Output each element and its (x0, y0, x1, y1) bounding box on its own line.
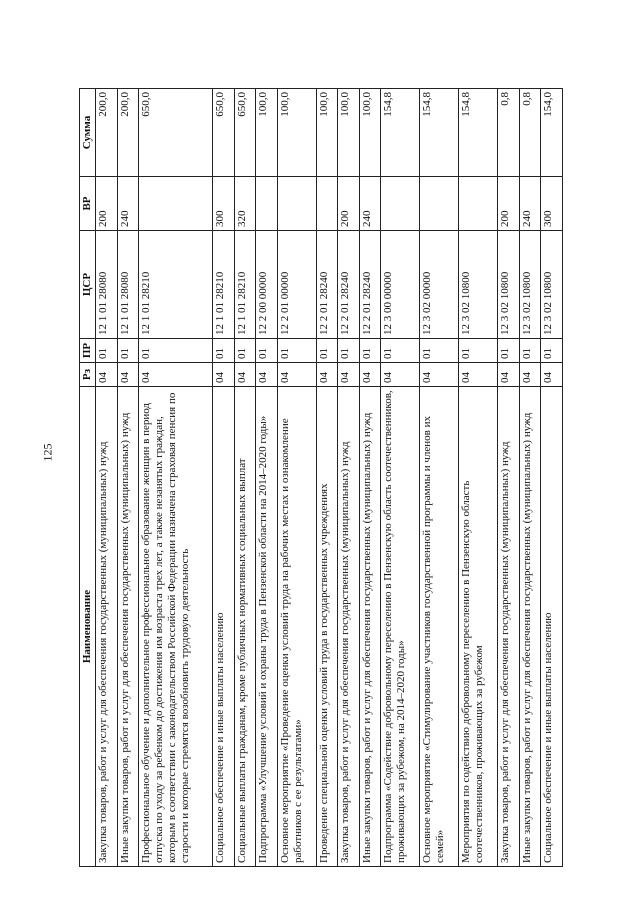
cell-pr: 01 (256, 339, 278, 363)
cell-name: Мероприятия по содействию добровольному переселению в Пензенскую область соотечественников, проживающих за рубежом (459, 387, 498, 867)
cell-rz: 04 (459, 363, 498, 387)
cell-name: Иные закупки товаров, работ и услуг для обеспечения государственных (муниципальных) нужд (117, 387, 139, 867)
cell-rz: 04 (541, 363, 563, 387)
table-row (234, 89, 256, 867)
cell-csr: 12 3 02 10800 (459, 231, 498, 339)
cell-pr: 01 (95, 339, 117, 363)
cell-name: Иные закупки товаров, работ и услуг для обеспечения государственных (муниципальных) нужд (519, 387, 541, 867)
cell-name: Основное мероприятие «Проведение оценки условий труда на рабочих местах и ознакомление работников с ее результатами» (277, 387, 316, 867)
cell-pr: 01 (316, 339, 338, 363)
cell-csr: 12 1 01 28210 (213, 231, 235, 339)
table-row (381, 89, 420, 867)
rotated-page-content (79, 89, 563, 867)
cell-csr: 12 2 01 28240 (359, 231, 381, 339)
cell-rz: 04 (498, 363, 520, 387)
cell-rz: 04 (234, 363, 256, 387)
cell-csr: 12 2 01 28240 (316, 231, 338, 339)
cell-vr: 300 (541, 177, 563, 231)
header-csr: ЦСР (80, 231, 96, 339)
cell-rz: 04 (519, 363, 541, 387)
cell-pr: 01 (117, 339, 139, 363)
cell-rz: 04 (256, 363, 278, 387)
cell-pr: 01 (420, 339, 459, 363)
cell-name: Социальное обеспечение и иные выплаты населению (541, 387, 563, 867)
cell-csr: 12 2 00 00000 (256, 231, 278, 339)
cell-sum: 200,0 (117, 89, 139, 177)
table-row (316, 89, 338, 867)
cell-rz: 04 (117, 363, 139, 387)
cell-pr: 01 (338, 339, 360, 363)
cell-rz: 04 (420, 363, 459, 387)
cell-pr: 01 (234, 339, 256, 363)
cell-vr: 300 (213, 177, 235, 231)
cell-name: Подпрограмма «Улучшение условий и охраны труда в Пензенской области на 2014–2020 годы» (256, 387, 278, 867)
header-vr: ВР (80, 177, 96, 231)
header-row (80, 89, 96, 867)
cell-pr: 01 (359, 339, 381, 363)
table-row (117, 89, 139, 867)
cell-sum: 100,0 (359, 89, 381, 177)
cell-vr (420, 177, 459, 231)
cell-sum: 154,8 (381, 89, 420, 177)
table-row (498, 89, 520, 867)
cell-vr (256, 177, 278, 231)
cell-csr: 12 1 01 28080 (95, 231, 117, 339)
table-row (459, 89, 498, 867)
cell-vr: 240 (519, 177, 541, 231)
table-row (213, 89, 235, 867)
cell-name: Подпрограмма «Содействие добровольному переселению в Пензенскую область соотечественников, проживающих за рубежом, на 2014–2020 годы» (381, 387, 420, 867)
cell-sum: 100,0 (256, 89, 278, 177)
header-pr: ПР (80, 339, 96, 363)
cell-sum: 650,0 (234, 89, 256, 177)
cell-csr: 12 3 02 00000 (420, 231, 459, 339)
cell-vr (316, 177, 338, 231)
table-row (277, 89, 316, 867)
cell-pr: 01 (213, 339, 235, 363)
table-row (256, 89, 278, 867)
cell-pr: 01 (139, 339, 213, 363)
cell-sum: 100,0 (277, 89, 316, 177)
cell-sum: 650,0 (213, 89, 235, 177)
table-header (80, 89, 96, 867)
cell-name: Профессиональное обучение и дополнительное профессиональное образование женщин в период отпуска по уходу за ребенком до достижения им возраста трех лет, а также незанятых граждан, которым в соответствии с законодательством Российской Федерации назначена страховая пенсия по старости и которые стремятся возобновить трудовую деятельность (139, 387, 213, 867)
table-row (338, 89, 360, 867)
cell-vr (277, 177, 316, 231)
cell-pr: 01 (498, 339, 520, 363)
table-body (95, 89, 562, 867)
cell-csr: 12 3 02 10800 (519, 231, 541, 339)
cell-vr (459, 177, 498, 231)
cell-sum: 650,0 (139, 89, 213, 177)
table-row (359, 89, 381, 867)
cell-vr: 200 (95, 177, 117, 231)
table-row (541, 89, 563, 867)
cell-pr: 01 (459, 339, 498, 363)
cell-rz: 04 (277, 363, 316, 387)
cell-name: Основное мероприятие «Стимулирование участников государственной программы и членов их семей» (420, 387, 459, 867)
cell-csr: 12 3 02 10800 (498, 231, 520, 339)
table-row (95, 89, 117, 867)
cell-csr: 12 1 01 28210 (234, 231, 256, 339)
cell-rz: 04 (316, 363, 338, 387)
cell-vr (381, 177, 420, 231)
cell-csr: 12 2 01 00000 (277, 231, 316, 339)
cell-sum: 100,0 (316, 89, 338, 177)
cell-pr: 01 (381, 339, 420, 363)
cell-sum: 154,0 (541, 89, 563, 177)
cell-rz: 04 (338, 363, 360, 387)
page-number-text: 125 (40, 443, 55, 461)
cell-rz: 04 (359, 363, 381, 387)
cell-csr: 12 3 02 10800 (541, 231, 563, 339)
cell-sum: 100,0 (338, 89, 360, 177)
cell-name: Закупка товаров, работ и услуг для обеспечения государственных (муниципальных) нужд (95, 387, 117, 867)
cell-name: Закупка товаров, работ и услуг для обеспечения государственных (муниципальных) нужд (338, 387, 360, 867)
cell-pr: 01 (541, 339, 563, 363)
cell-pr: 01 (277, 339, 316, 363)
header-name: Наименование (80, 387, 96, 867)
cell-name: Социальные выплаты гражданам, кроме публичных нормативных социальных выплат (234, 387, 256, 867)
cell-name: Иные закупки товаров, работ и услуг для обеспечения государственных (муниципальных) нужд (359, 387, 381, 867)
cell-vr: 240 (117, 177, 139, 231)
table-row (420, 89, 459, 867)
table-row (519, 89, 541, 867)
cell-vr: 320 (234, 177, 256, 231)
cell-vr: 200 (338, 177, 360, 231)
cell-vr (139, 177, 213, 231)
header-rz: Рз (80, 363, 96, 387)
cell-vr: 240 (359, 177, 381, 231)
cell-vr: 200 (498, 177, 520, 231)
cell-name: Проведение специальной оценки условий труда в государственных учреждениях (316, 387, 338, 867)
budget-table (79, 88, 563, 867)
cell-rz: 04 (95, 363, 117, 387)
cell-sum: 154,8 (420, 89, 459, 177)
table-row (139, 89, 213, 867)
cell-csr: 12 1 01 28080 (117, 231, 139, 339)
header-sum: Сумма (80, 89, 96, 177)
cell-rz: 04 (213, 363, 235, 387)
cell-csr: 12 1 01 28210 (139, 231, 213, 339)
cell-sum: 0,8 (519, 89, 541, 177)
cell-csr: 12 2 01 28240 (338, 231, 360, 339)
cell-sum: 200,0 (95, 89, 117, 177)
cell-rz: 04 (139, 363, 213, 387)
cell-sum: 154,8 (459, 89, 498, 177)
cell-sum: 0,8 (498, 89, 520, 177)
page-number (36, 440, 60, 464)
cell-csr: 12 3 00 00000 (381, 231, 420, 339)
cell-pr: 01 (519, 339, 541, 363)
cell-name: Социальное обеспечение и иные выплаты населению (213, 387, 235, 867)
cell-rz: 04 (381, 363, 420, 387)
cell-name: Закупка товаров, работ и услуг для обеспечения государственных (муниципальных) нужд (498, 387, 520, 867)
